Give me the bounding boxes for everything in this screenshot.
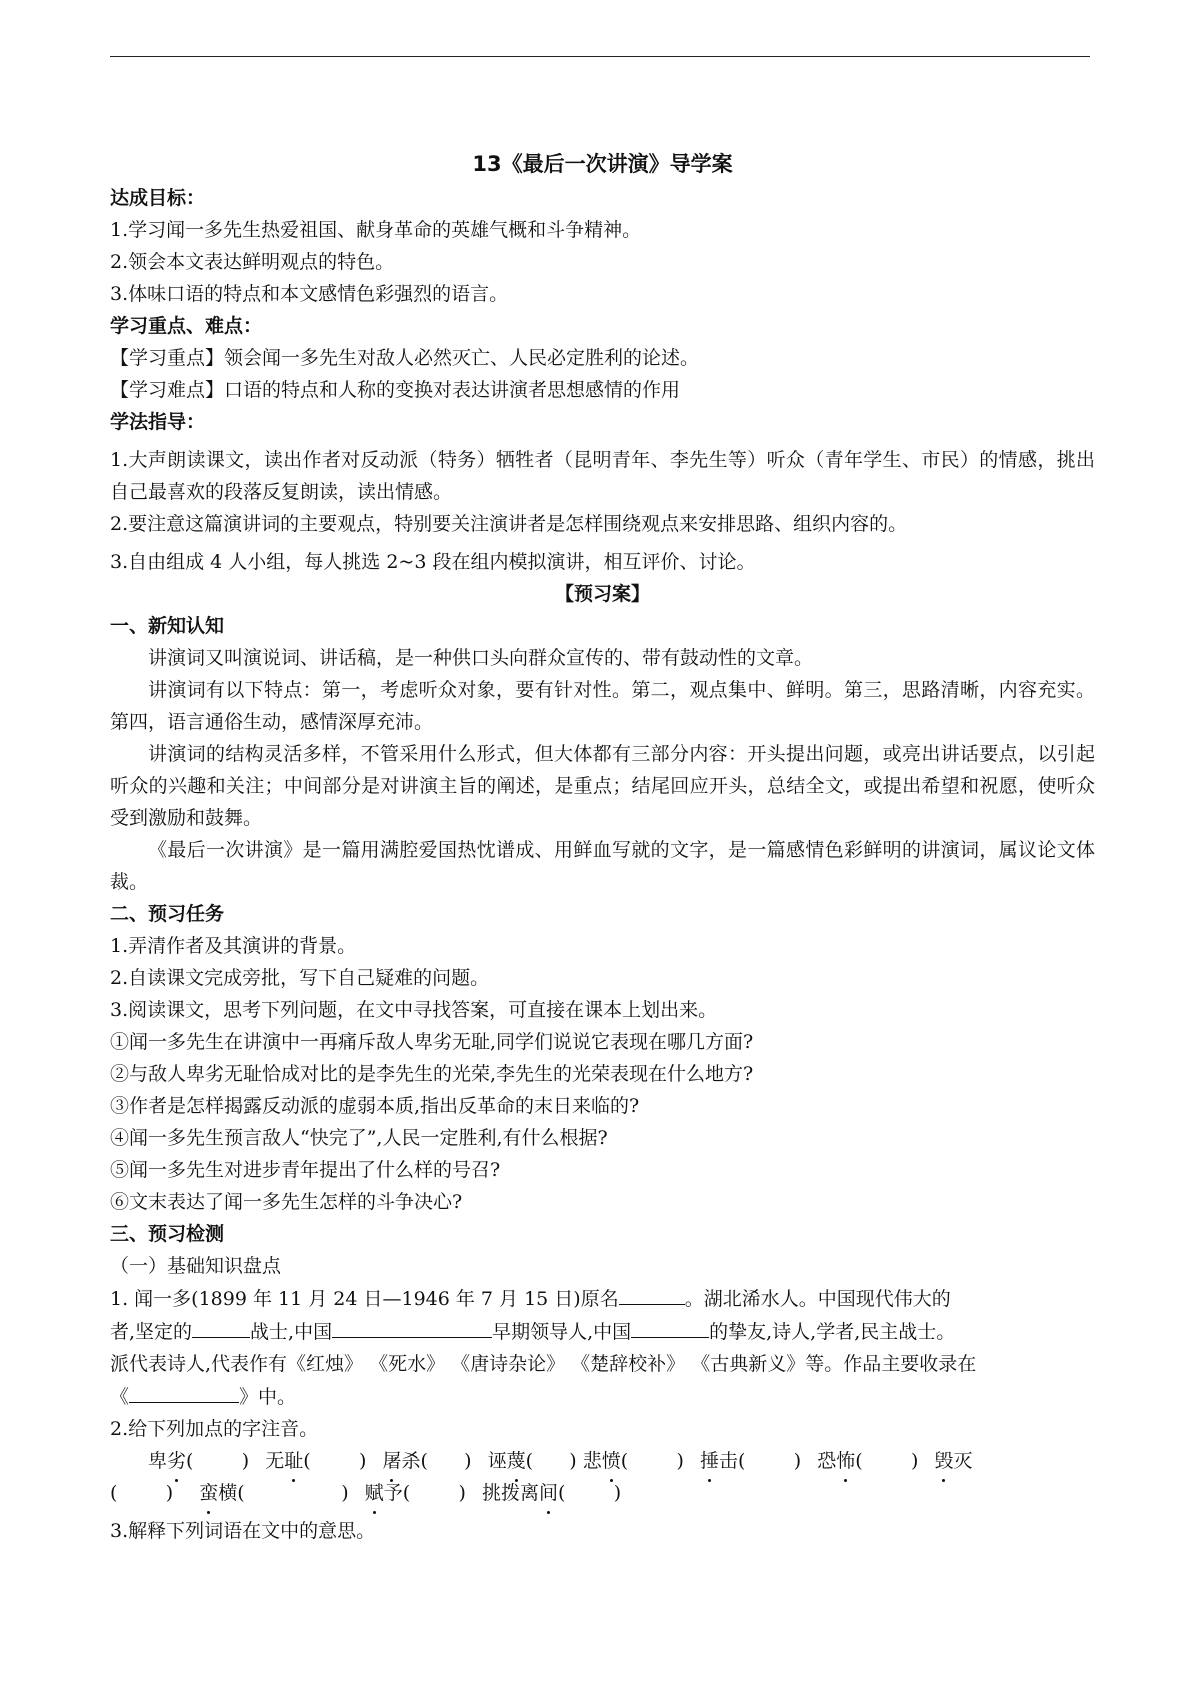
- task-item: 3.阅读课文，思考下列问题，在文中寻找答案，可直接在课本上划出来。: [110, 999, 718, 1021]
- answer-blank[interactable]: ( ): [558, 1482, 622, 1504]
- section2-heading: 二、预习任务: [110, 903, 225, 925]
- method-item: 3.自由组成 4 人小组，每人挑选 2~3 段在组内模拟演讲，相互评价、讨论。: [110, 551, 756, 573]
- answer-blank[interactable]: ( ): [525, 1450, 577, 1472]
- document-page: [110, 146, 1095, 1547]
- section3-subheading: （一）基础知识盘点: [110, 1255, 282, 1277]
- word-item: 恐怖( ): [817, 1450, 918, 1472]
- word-item: 捶击( ): [700, 1450, 801, 1472]
- answer-blank[interactable]: ( ): [110, 1482, 174, 1504]
- question-item: ①闻一多先生在讲演中一再痛斥敌人卑劣无耻,同学们说说它表现在哪几方面?: [110, 1031, 754, 1053]
- word-item: 毁灭: [934, 1450, 972, 1472]
- answer-blank[interactable]: [129, 1380, 239, 1403]
- pinyin-prompt: 2.给下列加点的字注音。: [110, 1418, 319, 1440]
- goal-item: 1.学习闻一多先生热爱祖国、献身革命的英雄气概和斗争精神。: [110, 219, 642, 241]
- word-item: 卑劣( ): [148, 1450, 249, 1472]
- goals-heading: 达成目标：: [110, 187, 206, 209]
- section1-heading: 一、新知认知: [110, 615, 225, 637]
- word-item: 悲愤( ): [583, 1450, 684, 1472]
- page-title: 13《最后一次讲演》导学案: [472, 152, 733, 176]
- question-item: ③作者是怎样揭露反动派的虚弱本质,指出反革命的末日来临的?: [110, 1095, 640, 1117]
- method-heading: 学法指导：: [110, 411, 206, 433]
- task-item: 1.弄清作者及其演讲的背景。: [110, 935, 357, 957]
- section3-heading: 三、预习检测: [110, 1223, 225, 1245]
- word-item: 赋予( ): [365, 1482, 466, 1504]
- word-item: 无耻( ): [265, 1450, 366, 1472]
- answer-blank[interactable]: ( ): [402, 1482, 466, 1504]
- answer-blank[interactable]: [631, 1315, 709, 1338]
- word-item: 诬蔑( ): [488, 1450, 577, 1472]
- answer-blank[interactable]: ( ): [855, 1450, 919, 1472]
- preview-title: 【预习案】: [554, 583, 650, 605]
- word-item: 屠杀( ): [382, 1450, 471, 1472]
- fill-in-q1-line4: 《 》中。: [110, 1380, 1095, 1413]
- pinyin-row-2: [110, 1477, 1095, 1509]
- key-point-item: 【学习重点】领会闻一多先生对敌人必然灭亡、人民必定胜利的论述。: [110, 347, 700, 369]
- answer-blank[interactable]: ( ): [303, 1450, 367, 1472]
- question-item: ④闻一多先生预言敌人“快完了”,人民一定胜利,有什么根据?: [110, 1127, 608, 1149]
- pinyin-row-1: [110, 1445, 1095, 1477]
- section1-paragraph: 讲演词又叫演说词、讲话稿，是一种供口头向群众宣传的、带有鼓动性的文章。: [148, 647, 814, 669]
- question-item: ⑤闻一多先生对进步青年提出了什么样的号召?: [110, 1159, 501, 1181]
- word-item: 蛮横( ): [199, 1482, 349, 1504]
- answer-blank[interactable]: [192, 1315, 250, 1338]
- fill-in-q1-line1: 1. 闻一多(1899 年 11 月 24 日—1946 年 7 月 15 日)原名 。湖北浠水人。中国现代伟大的: [110, 1282, 1095, 1315]
- answer-blank[interactable]: ( ): [237, 1482, 349, 1504]
- question-item: ⑥文末表达了闻一多先生怎样的斗争决心?: [110, 1191, 463, 1213]
- explain-prompt: 3.解释下列词语在文中的意思。: [110, 1520, 376, 1542]
- answer-blank[interactable]: ( ): [186, 1450, 250, 1472]
- answer-blank[interactable]: ( ): [620, 1450, 684, 1472]
- question-item: ②与敌人卑劣无耻恰成对比的是李先生的光荣,李先生的光荣表现在什么地方?: [110, 1063, 754, 1085]
- answer-blank[interactable]: ( ): [420, 1450, 472, 1472]
- goal-item: 3.体味口语的特点和本文感情色彩强烈的语言。: [110, 283, 509, 305]
- section1-paragraph: 讲演词有以下特点：第一，考虑听众对象，要有针对性。第二，观点集中、鲜明。第三，思路清晰，内容充实。第四，语言通俗生动，感情深厚充沛。: [110, 679, 1095, 733]
- section1-paragraph: 《最后一次讲演》是一篇用满腔爱国热忱谱成、用鲜血写就的文字，是一篇感情色彩鲜明的讲演词，属议论文体裁。: [110, 839, 1095, 893]
- header-rule: [110, 56, 1090, 57]
- goal-item: 2.领会本文表达鲜明观点的特色。: [110, 251, 395, 273]
- section1-paragraph: 讲演词的结构灵活多样，不管采用什么形式，但大体都有三部分内容：开头提出问题，或亮出讲话要点，以引起听众的兴趣和关注；中间部分是对讲演主旨的阐述，是重点；结尾回应开头，总结全文，或提出希望和祝愿，使听众受到激励和鼓舞。: [110, 743, 1095, 829]
- method-item: 2.要注意这篇演讲词的主要观点，特别要关注演讲者是怎样围绕观点来安排思路、组织内容的。: [110, 513, 908, 535]
- answer-blank[interactable]: [619, 1282, 685, 1305]
- task-item: 2.自读课文完成旁批，写下自己疑难的问题。: [110, 967, 490, 989]
- key-points-heading: 学习重点、难点：: [110, 315, 263, 337]
- key-point-item: 【学习难点】口语的特点和人称的变换对表达讲演者思想感情的作用: [110, 379, 681, 401]
- answer-blank[interactable]: [332, 1315, 492, 1338]
- word-item: 挑拨离间( ): [482, 1482, 621, 1504]
- answer-blank[interactable]: ( ): [738, 1450, 802, 1472]
- fill-in-q1-line2: 者,坚定的 战士,中国 早期领导人,中国 的挚友,诗人,学者,民主战士。: [110, 1315, 1095, 1348]
- method-item: 1.大声朗读课文，读出作者对反动派（特务）牺牲者（昆明青年、李先生等）听众（青年学生、市民）的情感，挑出自己最喜欢的段落反复朗读，读出情感。: [110, 449, 1095, 503]
- fill-in-q1-line3: 派代表诗人,代表作有《红烛》 《死水》 《唐诗杂论》 《楚辞校补》 《古典新义》等。作品主要收录在: [110, 1353, 977, 1375]
